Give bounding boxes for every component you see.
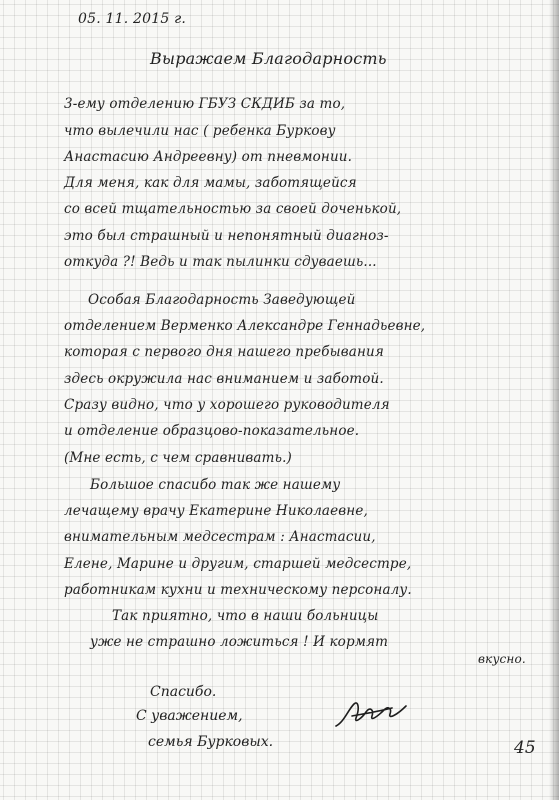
body-line: отделением Верменко Александре Геннадьевне, [64,318,426,334]
body-line: работникам кухни и техническому персоналу. [64,582,412,598]
body-line: Елене, Марине и другим, старшей медсестре, [64,556,412,572]
handwritten-signature [332,696,418,734]
body-line: Для меня, как для мамы, заботящейся [64,175,357,191]
closing-thanks: Спасибо. [150,684,217,700]
page-number: 45 [514,738,536,758]
body-line: (Мне есть, с чем сравнивать.) [64,450,292,466]
body-line: это был страшный и непонятный диагноз- [64,228,389,244]
body-line: и отделение образцово-показательное. [64,423,360,439]
letter-title: Выражаем Благодарность [150,49,387,68]
body-line: уже не страшно ложиться ! И кормят [90,634,389,650]
body-line: 3-ему отделению ГБУЗ СКДИБ за то, [64,96,346,112]
body-line: со всей тщательностью за своей доченькой, [64,201,402,217]
body-line: лечащему врачу Екатерине Николаевне, [64,503,368,519]
scan-shadow-edge [549,0,559,800]
closing-regards: С уважением, [136,708,243,724]
body-line: Большое спасибо так же нашему [90,477,341,493]
closing-family: семья Бурковых. [148,734,274,750]
body-line: которая с первого дня нашего пребывания [64,344,384,360]
body-line: внимательным медсестрам : Анастасии, [64,529,376,545]
body-line: Сразу видно, что у хорошего руководителя [64,397,390,413]
body-line: Анастасию Андреевну) от пневмонии. [64,149,353,165]
body-line: Особая Благодарность Заведующей [88,292,356,308]
letter-date: 05. 11. 2015 г. [78,11,187,27]
body-line: что вылечили нас ( ребенка Буркову [64,123,336,139]
body-line: откуда ?! Ведь и так пылинки сдуваешь... [64,254,377,270]
body-line: вкусно. [478,652,526,666]
body-line: здесь окружила нас вниманием и заботой. [64,371,384,387]
body-line: Так приятно, что в наши больницы [112,608,379,624]
